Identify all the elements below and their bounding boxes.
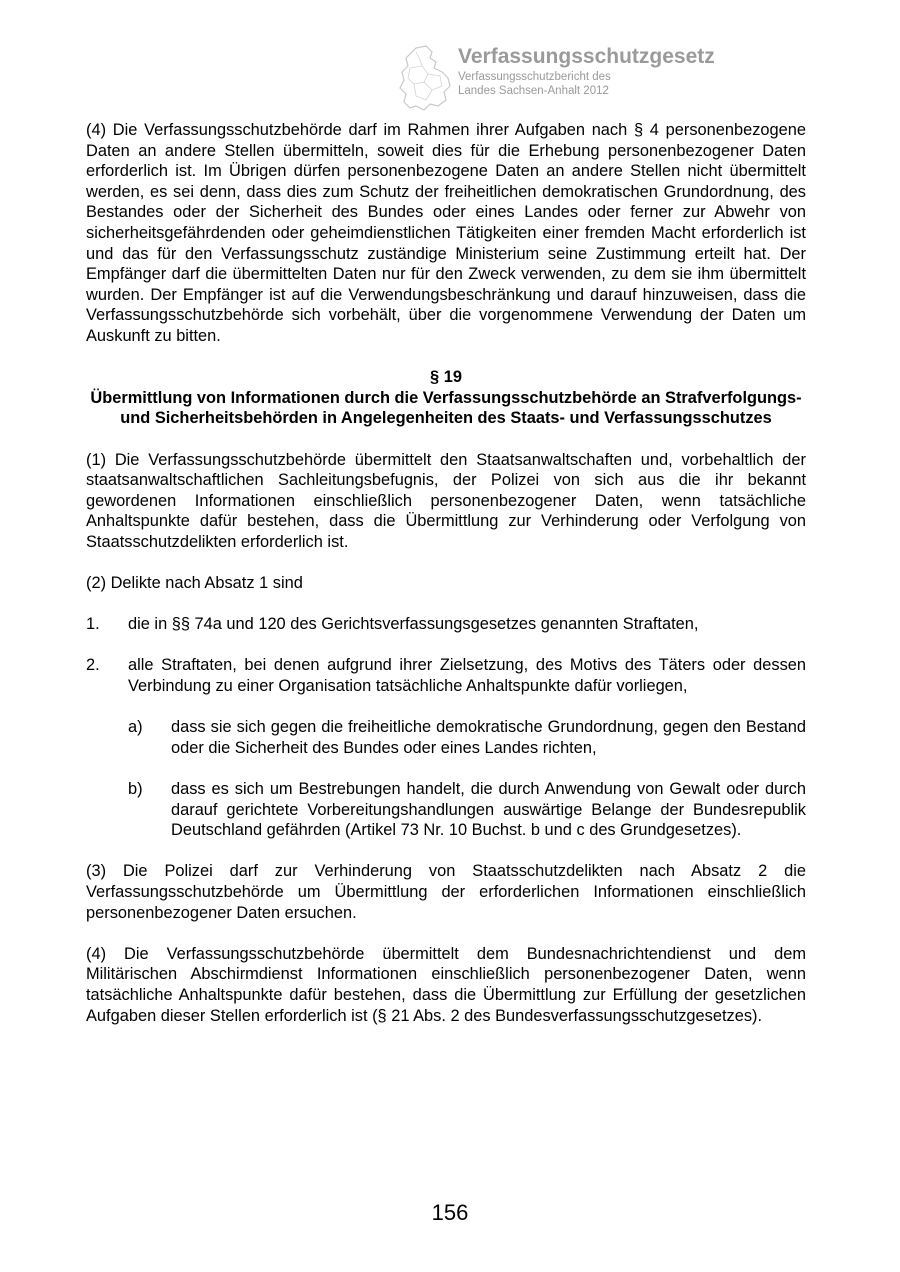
paragraph-18-4: (4) Die Verfassungsschutzbehörde darf im Rahmen ihrer Aufgaben nach § 4 personenbezogene Daten an andere Stellen übermitteln, soweit dies für die Erhebung personenbezogener Daten erforderlich ist. Im Übrigen dürfen personenbezogene Daten an andere Stellen nicht übermittelt werden, es sei denn, dass dies zum Schutz der freiheitlichen demokratischen Grundordnung, des Bestandes oder der Sicherheit des Bundes oder eines Landes oder ferner zur Abwehr von sicherheitsgefährdenden oder geheimdienstlichen Tätigkeiten einer fremden Macht erforderlich ist und das für den Verfassungsschutz zuständige Ministerium seine Zustimmung erteilt hat. Der Empfänger darf die übermittelten Daten nur für den Zweck verwenden, zu dem sie ihm übermittelt wurden. Der Empfänger ist auf die Verwendungsbeschränkung und darauf hinzuweisen, dass die Verfassungsschutzbehörde sich vorbehält, über die vorgenommene Verwendung der Daten um Auskunft zu bitten.	[86, 121, 806, 345]
list-item-number: 2.	[86, 656, 100, 675]
sub-list-item	[86, 779, 806, 841]
sub-list-item-text: dass es sich um Bestrebungen handelt, die durch Anwendung von Gewalt oder durch darauf gerichtete Vorbereitungshandlungen auswärtige Belange der Bundesrepublik Deutschland gefährden (Artikel 73 Nr. 10 Buchst. b und c des Grundgesetzes).	[171, 780, 806, 840]
paragraph-19-2: (2) Delikte nach Absatz 1 sind	[86, 574, 303, 593]
list-item-number: 1.	[86, 615, 100, 634]
list-item-text: alle Straftaten, bei denen aufgrund ihrer Zielsetzung, des Motivs des Täters oder dessen Verbindung zu einer Organisation tatsächliche Anhaltspunkte dafür vorliegen,	[128, 656, 806, 696]
header-title: Verfassungsschutzgesetz	[458, 45, 715, 68]
paragraph-19-3: (3) Die Polizei darf zur Verhinderung von Staatsschutzdelikten nach Absatz 2 die Verfassungsschutzbehörde um Übermittlung der erforderlichen Informationen einschließlich personenbezogener Daten ersuchen.	[86, 862, 806, 922]
section-number: § 19	[430, 368, 462, 387]
page-number: 156	[431, 1200, 469, 1225]
saxony-anhalt-map-icon	[396, 44, 458, 114]
sub-list-item-letter: b)	[128, 780, 143, 798]
sub-list-item	[86, 717, 806, 758]
paragraph-19-1: (1) Die Verfassungsschutzbehörde übermittelt den Staatsanwaltschaften und, vorbehaltlich der staatsanwaltschaftlichen Sachleitungsbefugnis, der Polizei von sich aus die ihr bekannt gewordenen Informationen einschließlich personenbezogener Daten, wenn tatsächliche Anhaltspunkte dafür bestehen, dass die Übermittlung zur Verhinderung oder Verfolgung von Staatsschutzdelikten erforderlich ist.	[86, 450, 806, 551]
section-heading	[86, 367, 806, 429]
list-item-text: die in §§ 74a und 120 des Gerichtsverfassungsgesetzes genannten Straftaten,	[128, 615, 699, 634]
sub-list-item-letter: a)	[128, 718, 143, 737]
sub-list-item-text: dass sie sich gegen die freiheitliche demokratische Grundordnung, gegen den Bestand oder die Sicherheit des Bundes oder eines Landes richten,	[171, 718, 806, 757]
document-body	[86, 120, 806, 1026]
header-subtitle-line1: Verfassungsschutzbericht des	[458, 71, 611, 83]
list-item	[86, 614, 806, 635]
list-item	[86, 655, 806, 696]
page-header	[396, 44, 756, 114]
paragraph-19-4: (4) Die Verfassungsschutzbehörde übermittelt dem Bundesnachrichtendienst und dem Militärischen Abschirmdienst Informationen einschließlich personenbezogener Daten, wenn tatsächliche Anhaltspunkte dafür bestehen, dass die Übermittlung zur Erfüllung der gesetzlichen Aufgaben dieser Stellen erforderlich ist (§ 21 Abs. 2 des Bundesverfassungsschutzgesetzes).	[86, 944, 806, 1025]
header-subtitle-line2: Landes Sachsen-Anhalt 2012	[458, 85, 609, 97]
section-title: Übermittlung von Informationen durch die Verfassungsschutzbehörde an Strafverfolgungs- und Sicherheitsbehörden in Angelegenheiten des Staats- und Verfassungsschutzes	[90, 388, 802, 428]
